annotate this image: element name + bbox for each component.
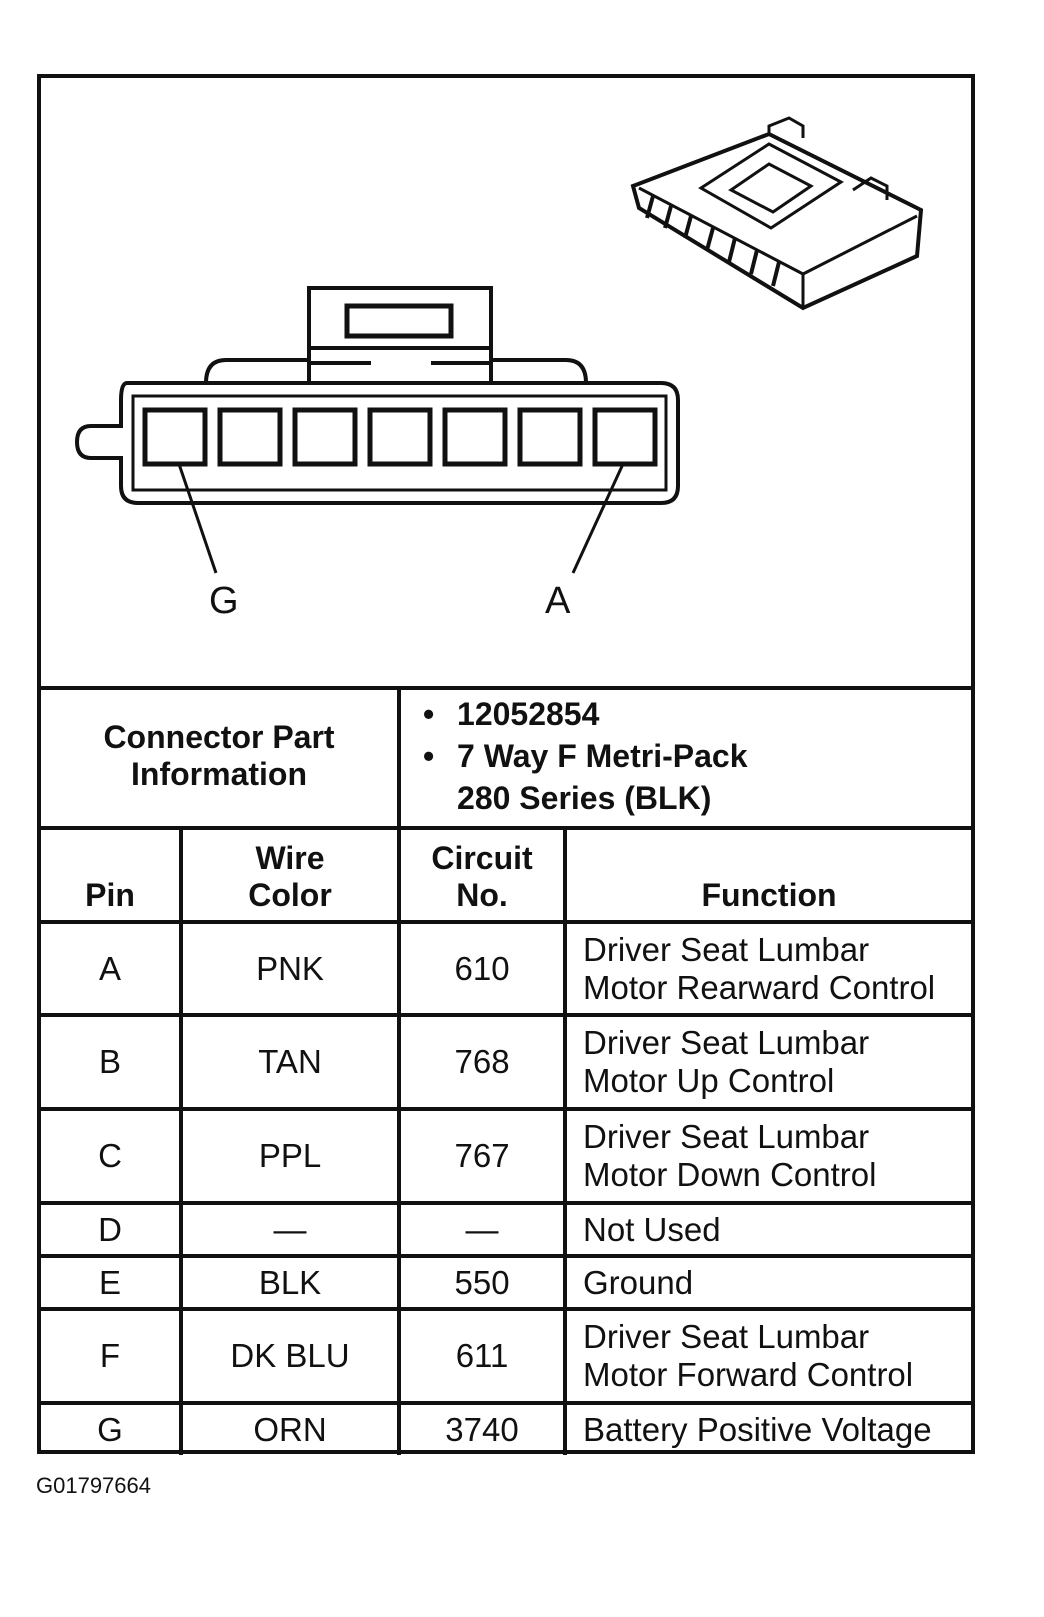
color-cell: ORN bbox=[181, 1403, 399, 1455]
connector-info-label-line1: Connector Part bbox=[103, 719, 335, 755]
table-row bbox=[41, 1256, 971, 1309]
function-line1: Driver Seat Lumbar bbox=[583, 1318, 870, 1355]
function-line2: Motor Up Control bbox=[583, 1062, 835, 1099]
part-number: 12052854 bbox=[457, 696, 600, 732]
table-row bbox=[41, 1309, 971, 1403]
pin-cell: G bbox=[41, 1403, 181, 1455]
function-cell: Ground bbox=[565, 1256, 971, 1309]
color-cell: — bbox=[181, 1203, 399, 1256]
circuit-cell: 550 bbox=[399, 1256, 565, 1309]
table-row bbox=[41, 922, 971, 1015]
circuit-cell: 768 bbox=[399, 1015, 565, 1109]
color-cell: PPL bbox=[181, 1109, 399, 1203]
function-cell bbox=[565, 1309, 971, 1403]
function-line2: Motor Rearward Control bbox=[583, 968, 936, 1006]
connector-frame bbox=[37, 74, 975, 1454]
header-wire-line1: Wire bbox=[255, 840, 325, 876]
function-cell bbox=[565, 1109, 971, 1203]
pin-cell: D bbox=[41, 1203, 181, 1256]
header-circuit-line1: Circuit bbox=[431, 840, 533, 876]
connector-type: 7 Way F Metri-Pack bbox=[457, 738, 748, 774]
connector-series-line: 280 Series (BLK) bbox=[457, 780, 712, 816]
header-function: Function bbox=[565, 828, 971, 922]
function-line1: Driver Seat Lumbar bbox=[583, 1118, 870, 1155]
table-row bbox=[41, 1403, 971, 1455]
figure-code: G01797664 bbox=[36, 1473, 151, 1498]
header-circuit-line2: No. bbox=[456, 877, 508, 913]
color-cell: PNK bbox=[181, 922, 399, 1015]
function-line1: Driver Seat Lumbar bbox=[583, 1024, 870, 1061]
function-cell bbox=[565, 922, 971, 1015]
pin-cell: A bbox=[41, 922, 181, 1015]
function-cell: Not Used bbox=[565, 1203, 971, 1256]
header-row bbox=[41, 828, 971, 922]
connector-diagram bbox=[41, 78, 971, 690]
function-cell: Battery Positive Voltage bbox=[565, 1403, 971, 1455]
function-line2: Motor Forward Control bbox=[583, 1356, 914, 1393]
table-row bbox=[41, 1015, 971, 1109]
pin-cell: C bbox=[41, 1109, 181, 1203]
pin-label-a: A bbox=[545, 580, 571, 622]
connector-info-row bbox=[41, 686, 971, 828]
connector-face-drawing bbox=[41, 78, 971, 686]
circuit-cell: — bbox=[399, 1203, 565, 1256]
function-line1: Driver Seat Lumbar bbox=[583, 930, 870, 968]
circuit-cell: 610 bbox=[399, 922, 565, 1015]
part-number-line: • 12052854 bbox=[457, 693, 971, 735]
function-line2: Motor Down Control bbox=[583, 1156, 877, 1193]
pin-cell: F bbox=[41, 1309, 181, 1403]
pin-cell: B bbox=[41, 1015, 181, 1109]
color-cell: TAN bbox=[181, 1015, 399, 1109]
connector-info-label-line2: Information bbox=[131, 756, 307, 792]
header-wire-color bbox=[181, 828, 399, 922]
table-row bbox=[41, 1203, 971, 1256]
function-cell bbox=[565, 1015, 971, 1109]
header-wire-line2: Color bbox=[248, 877, 332, 913]
pinout-table bbox=[41, 686, 971, 1455]
circuit-cell: 3740 bbox=[399, 1403, 565, 1455]
connector-info-label bbox=[41, 686, 399, 828]
pin-label-g: G bbox=[209, 580, 239, 622]
color-cell: DK BLU bbox=[181, 1309, 399, 1403]
color-cell: BLK bbox=[181, 1256, 399, 1309]
table-row bbox=[41, 1109, 971, 1203]
circuit-cell: 611 bbox=[399, 1309, 565, 1403]
pin-cell: E bbox=[41, 1256, 181, 1309]
connector-info-values bbox=[399, 686, 971, 828]
header-pin: Pin bbox=[41, 828, 181, 922]
circuit-cell: 767 bbox=[399, 1109, 565, 1203]
header-circuit bbox=[399, 828, 565, 922]
connector-type-line: • 7 Way F Metri-Pack bbox=[457, 735, 971, 777]
